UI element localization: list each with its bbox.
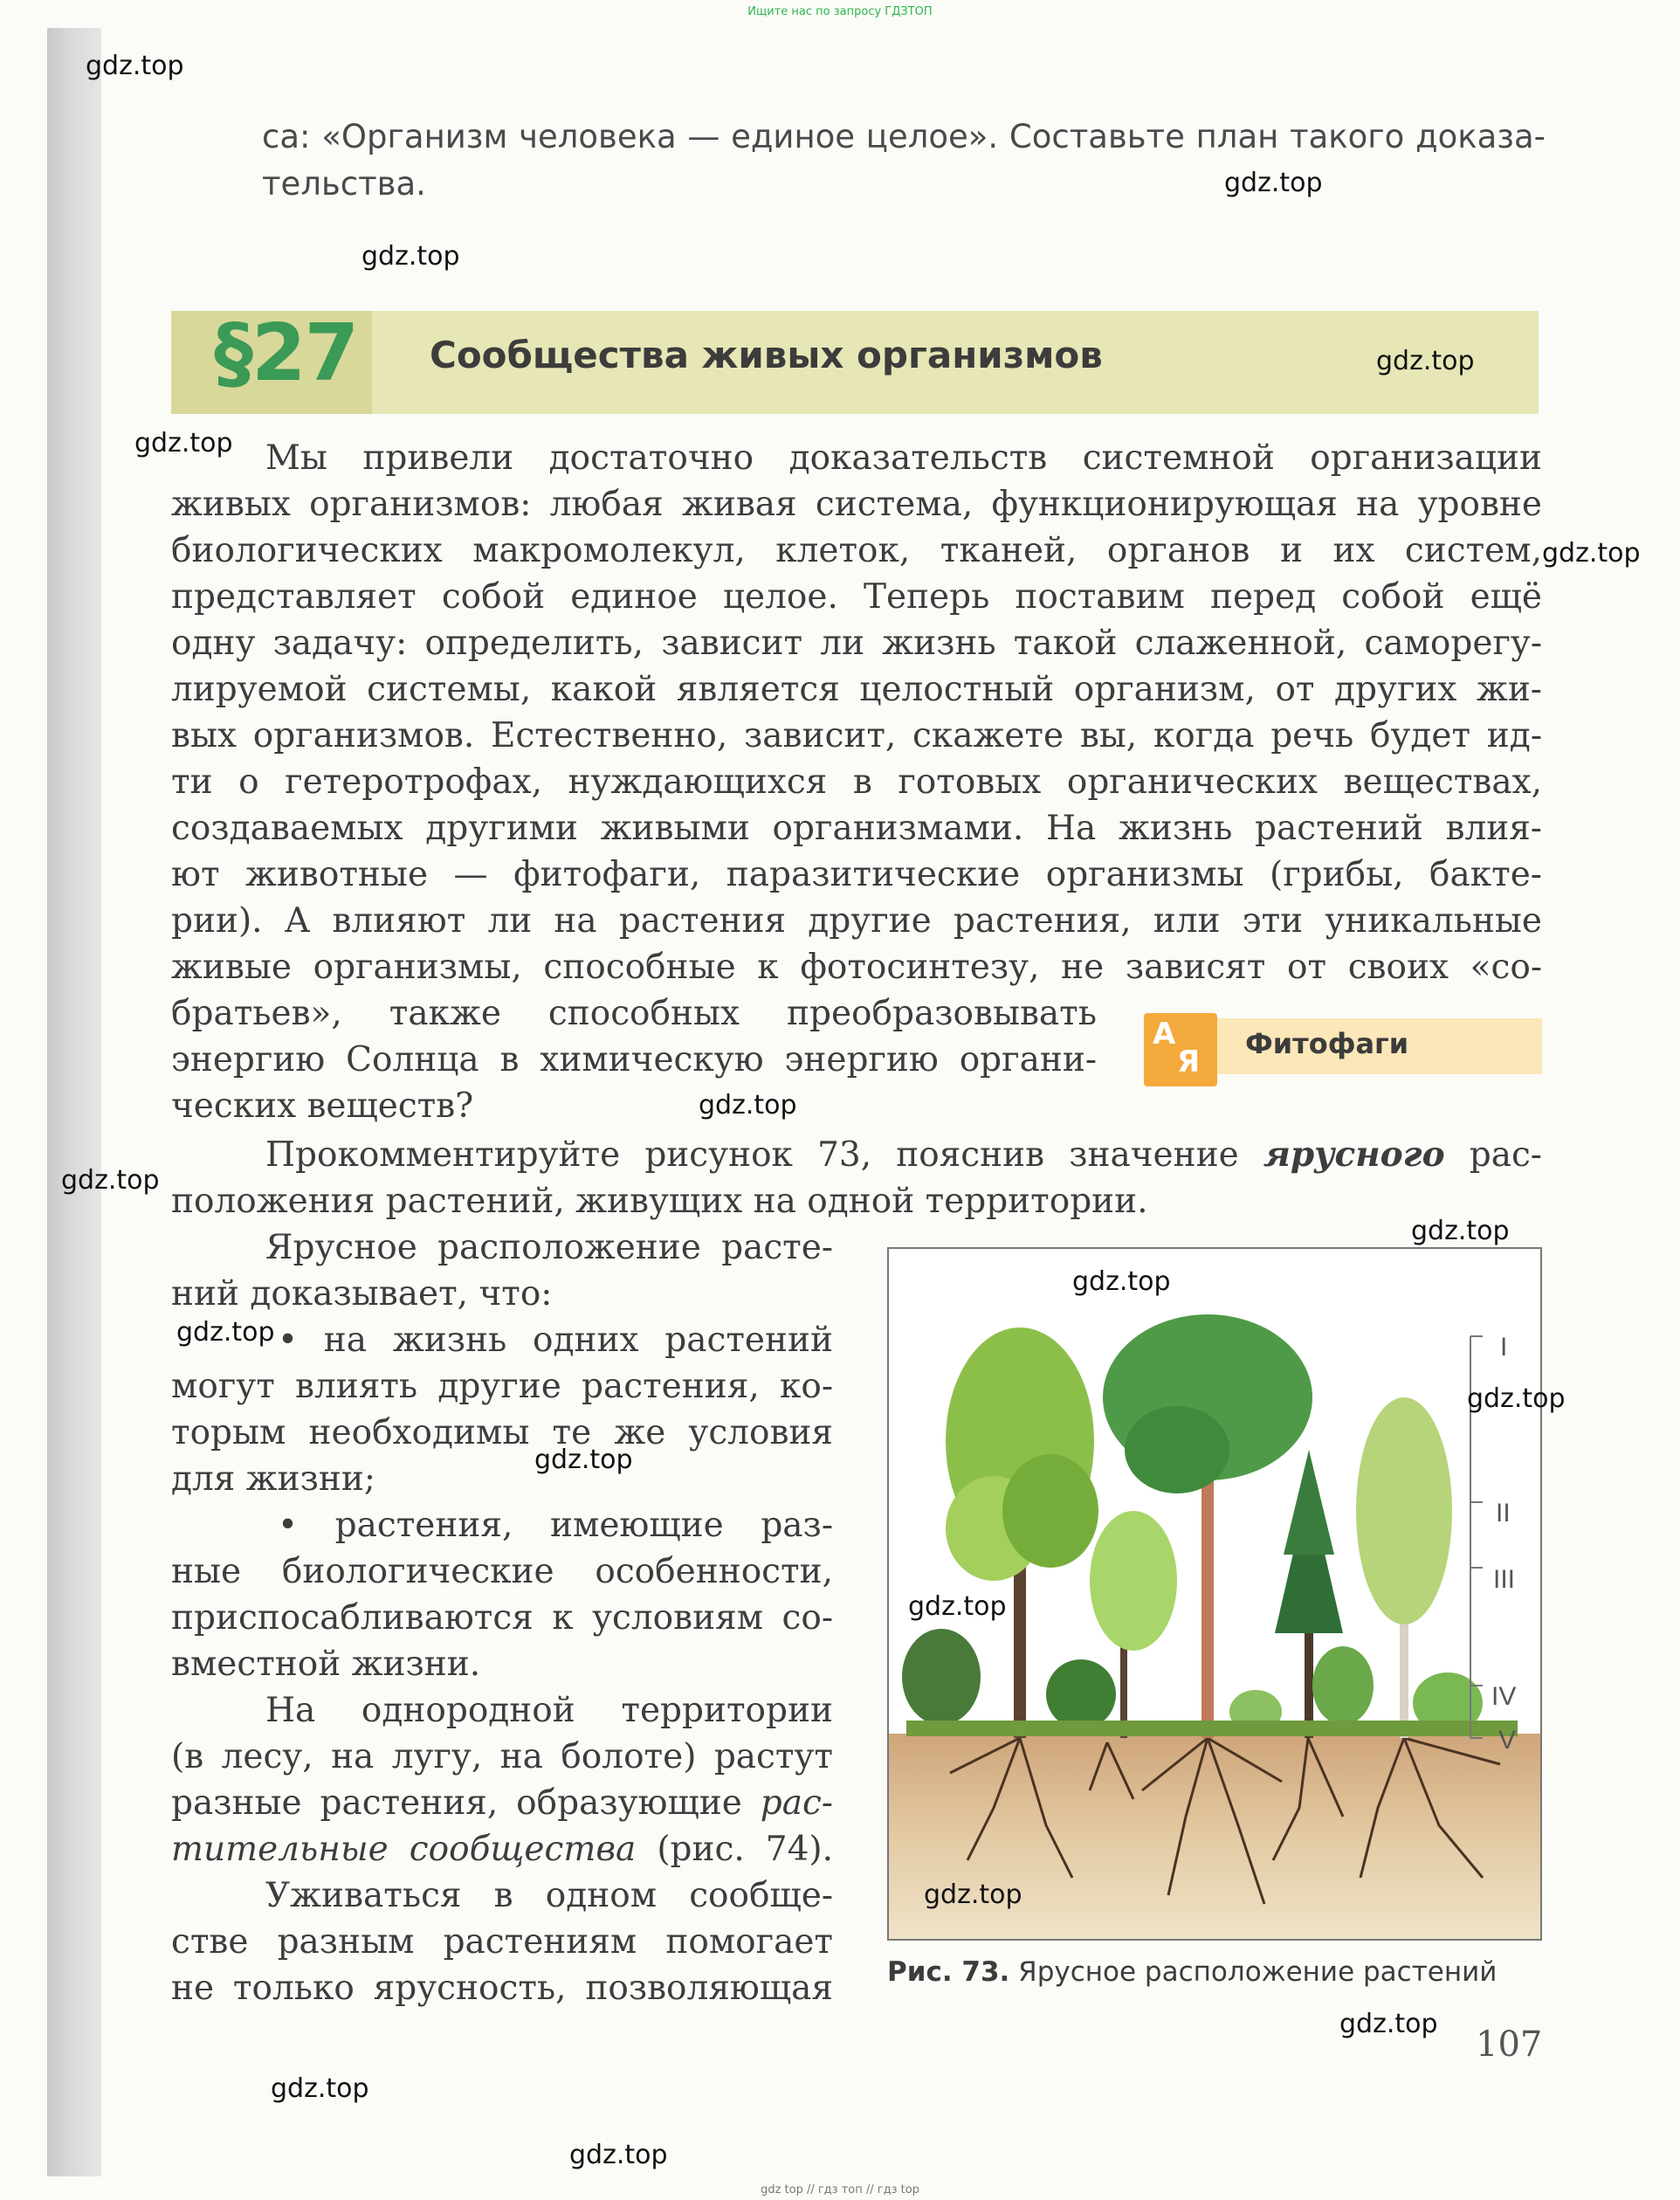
watermark: gdz.top xyxy=(134,428,233,459)
text-line: живых организмов: любая живая система, функционирующая на уровне xyxy=(171,485,1542,524)
watermark: gdz.top xyxy=(1411,1216,1510,1246)
text-line: лируемой системы, какой является целостный организм, от других жи- xyxy=(171,670,1542,709)
text-line: создаваемых другими живыми организмами. На жизнь растений влия- xyxy=(171,809,1542,848)
text-line: для жизни; xyxy=(171,1459,376,1499)
text-line: вместной жизни. xyxy=(171,1645,481,1684)
text-line: не только ярусность, позволяющая xyxy=(171,1969,833,2008)
emphasized-term: тительные сообщества xyxy=(171,1830,637,1869)
dictionary-icon xyxy=(1144,1013,1217,1086)
figure-caption xyxy=(887,1956,1497,1988)
text-line: Мы привели достаточно доказательств системной организации xyxy=(265,438,1542,478)
text-line xyxy=(171,1826,833,1872)
text-span: рас- xyxy=(1444,1135,1542,1175)
tier-label: V xyxy=(1498,1726,1517,1755)
text-line: энергию Солнца в химическую энергию органи- xyxy=(171,1040,1097,1079)
watermark: gdz.top xyxy=(361,241,460,272)
text-line: ческих веществ? xyxy=(171,1086,474,1126)
watermark: gdz.top xyxy=(1072,1266,1171,1297)
text-line: Ярусное расположение расте- xyxy=(265,1228,833,1267)
watermark: gdz.top xyxy=(1542,538,1641,569)
watermark: gdz.top xyxy=(1376,346,1475,376)
text-line: приспосабливаются к условиям со- xyxy=(171,1598,833,1638)
bullet-line: • на жизнь одних растений xyxy=(278,1321,833,1360)
tier-label: III xyxy=(1493,1565,1516,1594)
text-line: стве разным растениям помогает xyxy=(171,1922,833,1962)
text-line: рии). А влияют ли на растения другие растения, или эти уникальные xyxy=(171,901,1542,941)
text-line: биологических макромолекул, клеток, тканей, органов и их систем, xyxy=(171,531,1542,570)
watermark: gdz.top xyxy=(86,51,184,81)
tier-label: IV xyxy=(1491,1682,1517,1711)
ground-vegetation xyxy=(906,1721,1518,1736)
watermark: gdz.top xyxy=(176,1317,275,1348)
bullet-line: • растения, имеющие раз- xyxy=(278,1506,833,1545)
tier-label: I xyxy=(1500,1333,1508,1362)
page-number: 107 xyxy=(1476,2024,1543,2065)
text-span: разные растения, образующие xyxy=(171,1783,761,1823)
text-line: На однородной территории xyxy=(265,1691,833,1730)
section-number: §27 xyxy=(214,307,358,399)
text-line: представляет собой единое целое. Теперь поставим перед собой ещё xyxy=(171,577,1542,617)
text-line: ют животные — фитофаги, паразитические организмы (грибы, бакте- xyxy=(171,855,1542,894)
watermark: gdz.top xyxy=(908,1591,1007,1622)
figure-caption-text: Ярусное расположение растений xyxy=(1009,1956,1498,1988)
text-line: положения растений, живущих на одной территории. xyxy=(171,1182,1148,1221)
dictionary-icon-letter: А xyxy=(1153,1017,1176,1052)
intro-line: тельства. xyxy=(262,165,426,203)
text-line: братьев», также способных преобразовывать xyxy=(171,994,1097,1033)
text-line: (в лесу, на лугу, на болоте) растут xyxy=(171,1737,833,1776)
text-line: ные биологические особенности, xyxy=(171,1552,833,1591)
text-line: Уживаться в одном сообще- xyxy=(265,1876,833,1915)
intro-paragraph xyxy=(262,114,1546,208)
text-line: торым необходимы те же условия xyxy=(171,1413,833,1452)
watermark: gdz.top xyxy=(569,2140,668,2170)
text-line: вых организмов. Естественно, зависит, скажете вы, когда речь будет ид- xyxy=(171,716,1542,755)
text-line xyxy=(171,1780,833,1826)
intro-line: са: «Организм человека — единое целое». Составьте план такого доказа- xyxy=(262,118,1546,155)
glossary-term: Фитофаги xyxy=(1245,1027,1409,1060)
text-line xyxy=(171,1132,1542,1178)
emphasized-term: рас- xyxy=(760,1783,833,1823)
text-span: Прокомментируйте рисунок 73, пояснив значение xyxy=(265,1135,1263,1175)
emphasized-term: ярусного xyxy=(1263,1134,1445,1175)
comment-paragraph xyxy=(171,1132,1542,1224)
text-line: ний доказывает, что: xyxy=(171,1274,553,1314)
watermark: gdz.top xyxy=(61,1165,160,1196)
text-line: могут влиять другие растения, ко- xyxy=(171,1367,833,1406)
text-line: одну задачу: определить, зависит ли жизнь такой слаженной, саморегу- xyxy=(171,624,1542,663)
page-binding-shadow xyxy=(47,28,101,2176)
tree-crowns xyxy=(902,1314,1483,1734)
watermark: gdz.top xyxy=(1339,2009,1438,2039)
search-note: Ищите нас по запросу ГДЗТОП xyxy=(747,5,933,18)
footer-note: gdz top // гдз топ // гдз top xyxy=(761,2183,919,2197)
figure-caption-label: Рис. 73. xyxy=(887,1956,1010,1988)
watermark: gdz.top xyxy=(924,1879,1022,1910)
tier-label: II xyxy=(1496,1499,1511,1528)
watermark: gdz.top xyxy=(534,1445,633,1475)
watermark: gdz.top xyxy=(1467,1383,1566,1414)
watermark: gdz.top xyxy=(271,2073,369,2104)
dictionary-icon-letter: Я xyxy=(1177,1045,1201,1079)
text-line: ти о гетеротрофах, нуждающихся в готовых органических веществах, xyxy=(171,762,1542,802)
watermark: gdz.top xyxy=(699,1090,797,1121)
text-span: (рис. 74). xyxy=(636,1830,834,1869)
watermark: gdz.top xyxy=(1224,168,1323,198)
section-title: Сообщества живых организмов xyxy=(430,334,1103,376)
text-line: живые организмы, способные к фотосинтезу, не зависят от своих «со- xyxy=(171,948,1542,987)
